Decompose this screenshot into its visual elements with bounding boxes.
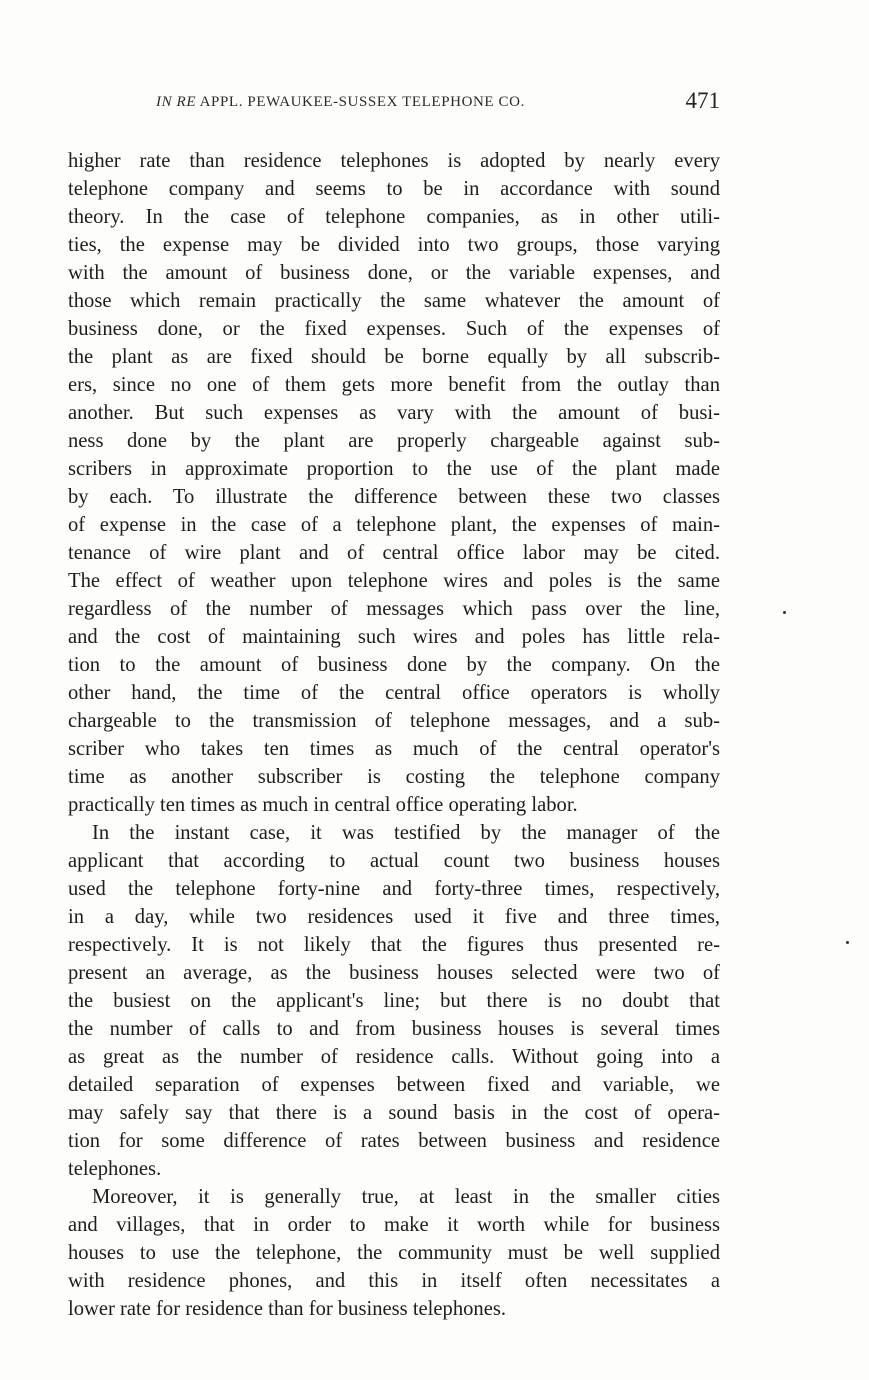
page-number: 471 [685,88,720,113]
text-line: Moreover, it is generally true, at least in the smaller cities [92,1186,720,1208]
text-line: other hand, the time of the central office operators is wholly [68,682,720,704]
text-line: ties, the expense may be divided into two groups, those varying [68,234,720,256]
text-line: with residence phones, and this in itself often necessitates a [68,1270,720,1292]
text-line: tion for some difference of rates between business and residence [68,1130,720,1152]
text-line: ness done by the plant are properly chargeable against sub- [68,430,720,452]
text-line: with the amount of business done, or the variable expenses, and [68,262,720,284]
paragraph [68,1183,720,1323]
text-line: scribers in approximate proportion to the use of the plant made [68,458,720,480]
running-title-italic: IN RE [156,94,197,110]
text-line: scriber who takes ten times as much of the central operator's [68,738,720,760]
text-line: ers, since no one of them gets more benefit from the outlay than [68,374,720,396]
text-line: the busiest on the applicant's line; but there is no doubt that [68,990,720,1012]
text-line: theory. In the case of telephone companies, as in other utili- [68,206,720,228]
text-line: practically ten times as much in central office operating labor. [68,794,578,816]
paragraph [68,819,720,1183]
text-line: used the telephone forty-nine and forty-three times, respectively, [68,878,720,900]
text-line: In the instant case, it was testified by the manager of the [92,822,720,844]
text-line: telephone company and seems to be in accordance with sound [68,178,720,200]
text-line: applicant that according to actual count two business houses [68,850,720,872]
paragraph [68,147,720,819]
text-line: and villages, that in order to make it worth while for business [68,1214,720,1236]
text-line: those which remain practically the same whatever the amount of [68,290,720,312]
text-line: lower rate for residence than for business telephones. [68,1298,507,1320]
text-line: business done, or the fixed expenses. Such of the expenses of [68,318,720,340]
text-line: present an average, as the business houses selected were two of [68,962,720,984]
text-line: as great as the number of residence calls. Without going into a [68,1046,720,1068]
text-line: by each. To illustrate the difference between these two classes [68,486,720,508]
text-line: regardless of the number of messages which pass over the line, [68,598,720,620]
text-line: the number of calls to and from business houses is several times [68,1018,720,1040]
text-line: telephones. [68,1158,162,1180]
text-line: tion to the amount of business done by the company. On the [68,654,720,676]
text-line: may safely say that there is a sound basis in the cost of opera- [68,1102,720,1124]
running-title [156,94,525,111]
running-header [68,88,720,118]
text-line: of expense in the case of a telephone plant, the expenses of main- [68,514,720,536]
text-line: higher rate than residence telephones is adopted by nearly every [68,150,720,172]
text-line: The effect of weather upon telephone wires and poles is the same [68,570,720,592]
text-line: another. But such expenses as vary with the amount of busi- [68,402,720,424]
body-text [68,147,720,1323]
text-line: tenance of wire plant and of central office labor may be cited. [68,542,720,564]
text-line: detailed separation of expenses between fixed and variable, we [68,1074,720,1096]
text-line: time as another subscriber is costing the telephone company [68,766,720,788]
print-speck [783,611,786,614]
text-line: in a day, while two residences used it five and three times, [68,906,720,928]
print-speck [846,941,849,944]
running-title-rest: APPL. PEWAUKEE-SUSSEX TELEPHONE CO. [199,94,525,110]
text-line: respectively. It is not likely that the figures thus presented re- [68,934,720,956]
text-line: the plant as are fixed should be borne equally by all subscrib- [68,346,720,368]
text-line: houses to use the telephone, the community must be well supplied [68,1242,720,1264]
text-line: chargeable to the transmission of telephone messages, and a sub- [68,710,720,732]
text-line: and the cost of maintaining such wires and poles has little rela- [68,626,720,648]
